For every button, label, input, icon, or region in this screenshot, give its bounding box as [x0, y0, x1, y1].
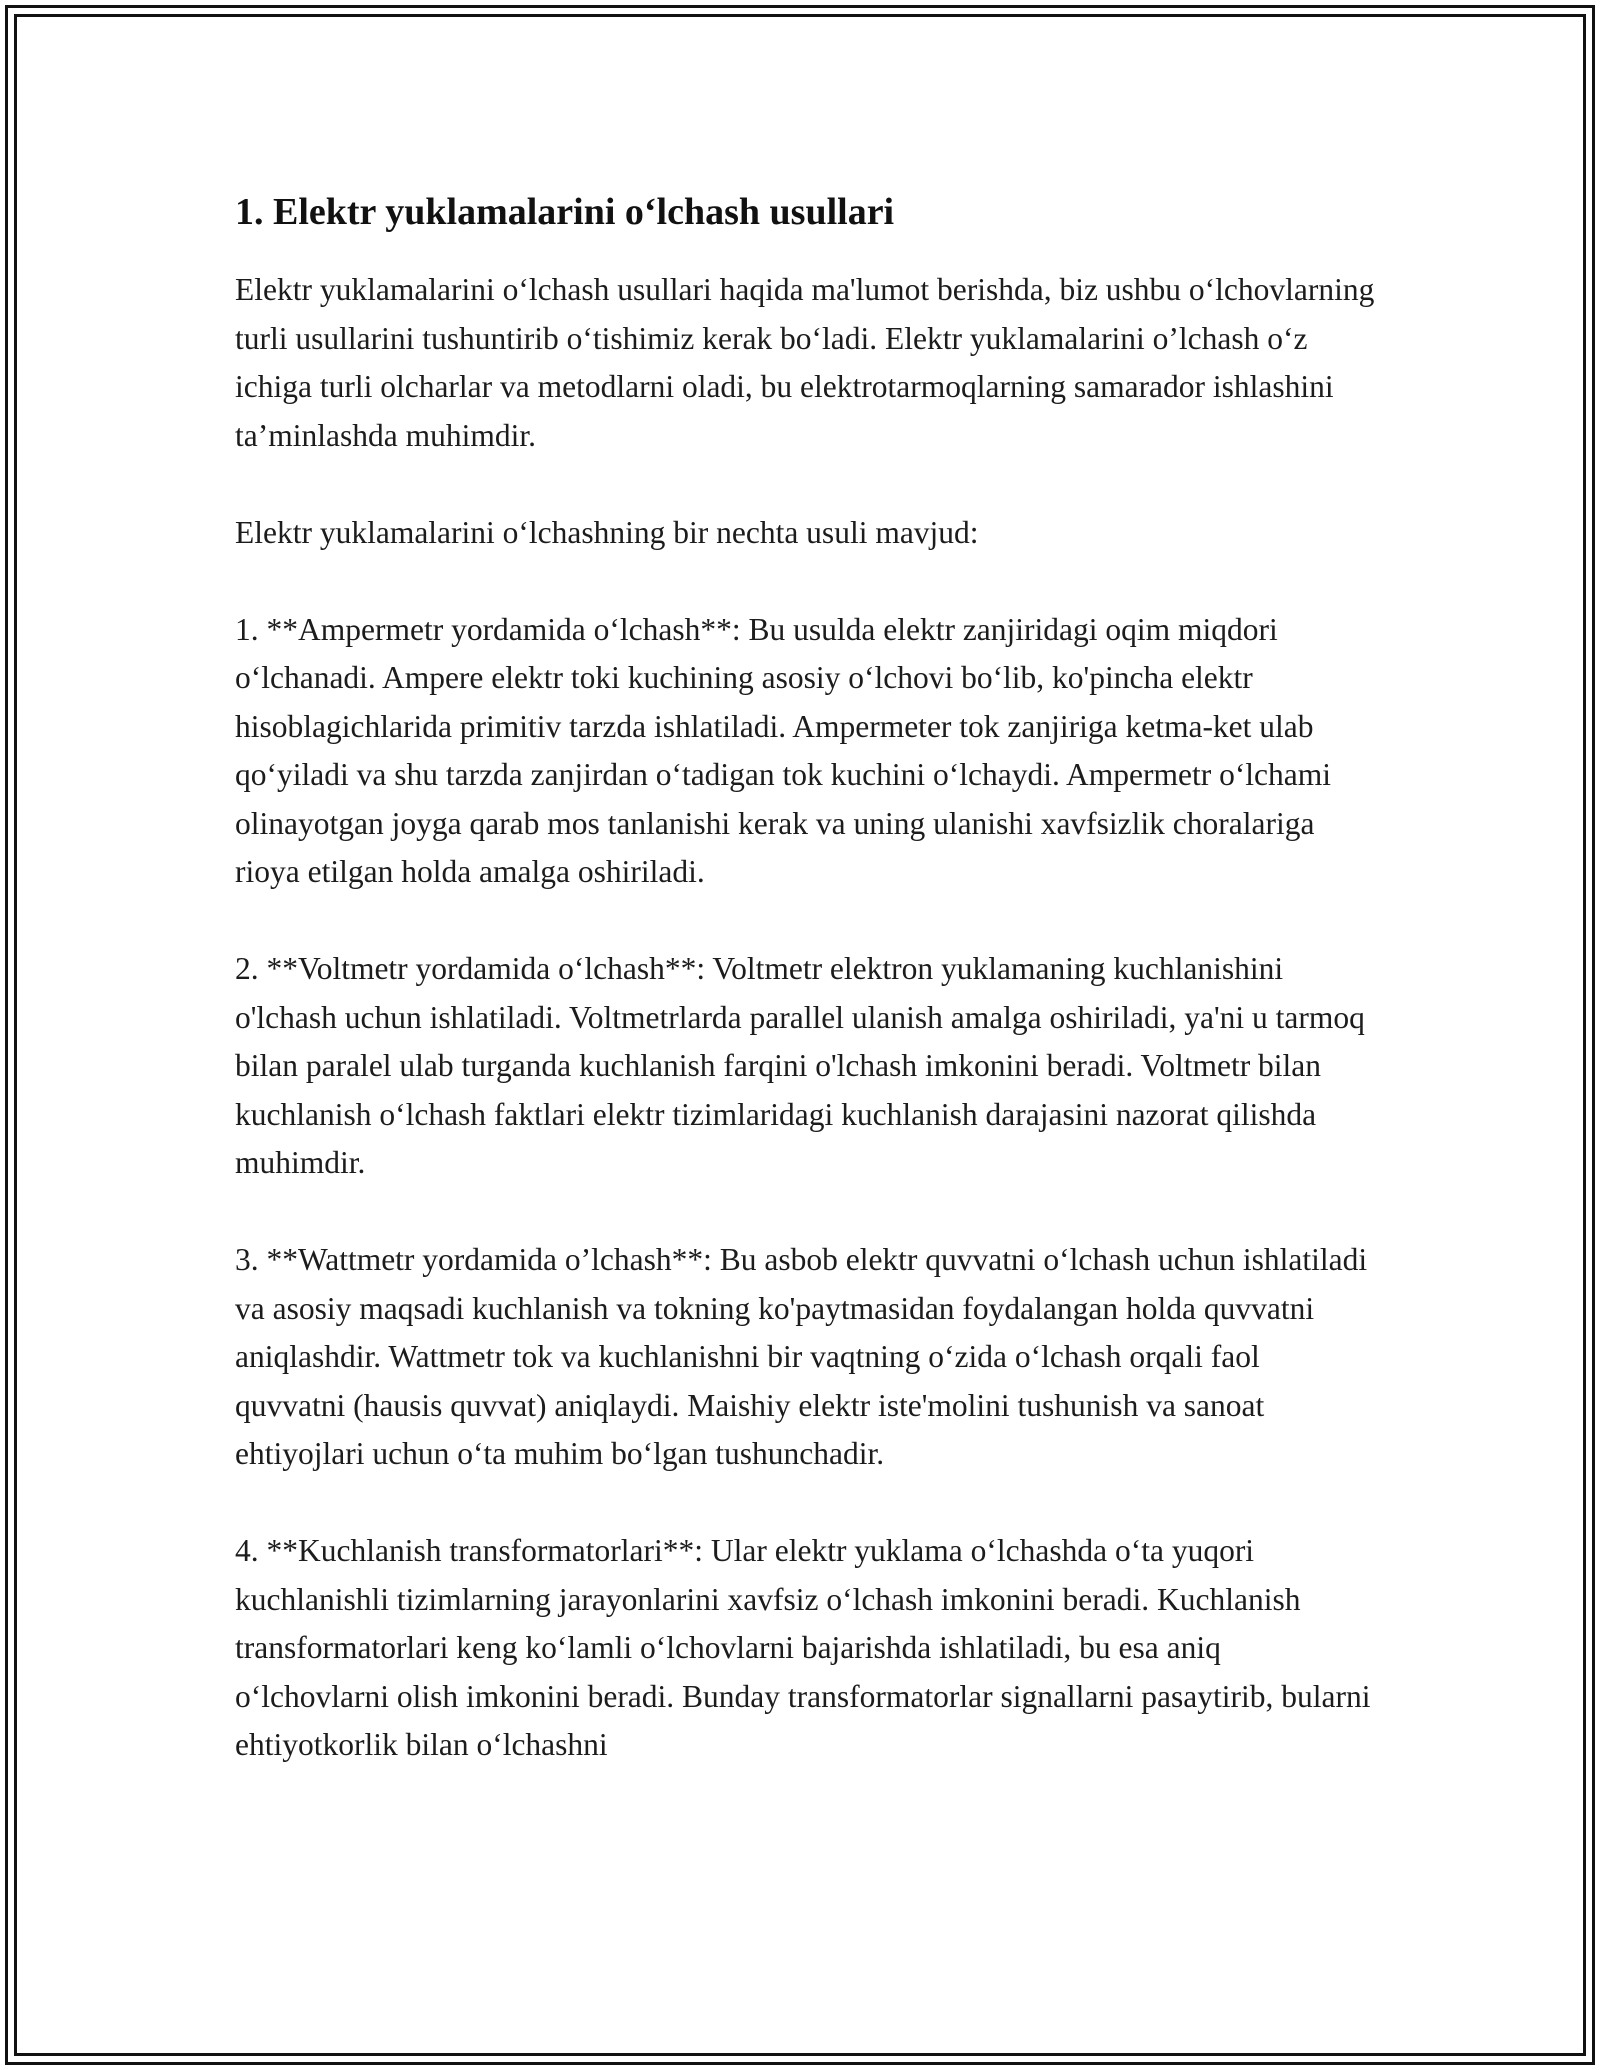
- document-body: [235, 184, 1375, 1818]
- document-title: 1. Elektr yuklamalarini o‘lchash usullari: [235, 191, 895, 233]
- ammeter-method-paragraph: 1. **Ampermetr yordamida o‘lchash**: Bu usulda elektr zanjiridagi oqim miqdori o‘lchanadi. Ampere elektr toki kuchining asosiy o‘lchovi bo‘lib, ko'pincha elektr hisoblagichlarida primitiv tarzda ishlatiladi. Ampermeter tok zanjiriga ketma-ket ulab qo‘yiladi va shu tarzda zanjirdan o‘tadigan tok kuchini o‘lchaydi. Ampermetr o‘lchami olinayotgan joyga qarab mos tanlanishi kerak va uning ulanishi xavfsizlik choralariga rioya etilgan holda amalga oshiriladi.: [235, 611, 1332, 889]
- wattmeter-method-paragraph: 3. **Wattmetr yordamida o’lchash**: Bu asbob elektr quvvatni o‘lchash uchun ishlatiladi va asosiy maqsadi kuchlanish va tokning ko'paytmasidan foydalangan holda quvvatni aniqlashdir. Wattmetr tok va kuchlanishni bir vaqtning o‘zida o‘lchash orqali faol quvvatni (hausis quvvat) aniqlaydi. Maishiy elektr iste'molini tushunish va sanoat ehtiyojlari uchun o‘ta muhim bo‘lgan tushunchadir.: [235, 1242, 1368, 1471]
- voltmeter-method-paragraph: 2. **Voltmetr yordamida o‘lchash**: Voltmetr elektron yuklamaning kuchlanishini o'lchash uchun ishlatiladi. Voltmetrlarda parallel ulanish amalga oshiriladi, ya'ni u tarmoq bilan paralel ulab turganda kuchlanish farqini o'lchash imkonini beradi. Voltmetr bilan kuchlanish o‘lchash faktlari elektr tizimlaridagi kuchlanish darajasini nazorat qilishda muhimdir.: [235, 951, 1365, 1180]
- methods-lead-paragraph: Elektr yuklamalarini o‘lchashning bir nechta usuli mavjud:: [235, 514, 979, 550]
- voltage-transformer-paragraph: 4. **Kuchlanish transformatorlari**: Ular elektr yuklama o‘lchashda o‘ta yuqori kuchlanishli tizimlarning jarayonlarini xavfsiz o‘lchash imkonini beradi. Kuchlanish transformatorlari keng ko‘lamli o‘lchovlarni bajarishda ishlatiladi, bu esa aniq o‘lchovlarni olish imkonini beradi. Bunday transformatorlar signallarni pasaytirib, bularni ehtiyotkorlik bilan o‘lchashni: [235, 1533, 1371, 1762]
- intro-paragraph: Elektr yuklamalarini o‘lchash usullari haqida ma'lumot berishda, biz ushbu o‘lchovlarning turli usullarini tushuntirib o‘tishimiz kerak bo‘ladi. Elektr yuklamalarini o’lchash o‘z ichiga turli olcharlar va metodlarni oladi, bu elektrotarmoqlarning samarador ishlashini ta’minlashda muhimdir.: [235, 272, 1375, 453]
